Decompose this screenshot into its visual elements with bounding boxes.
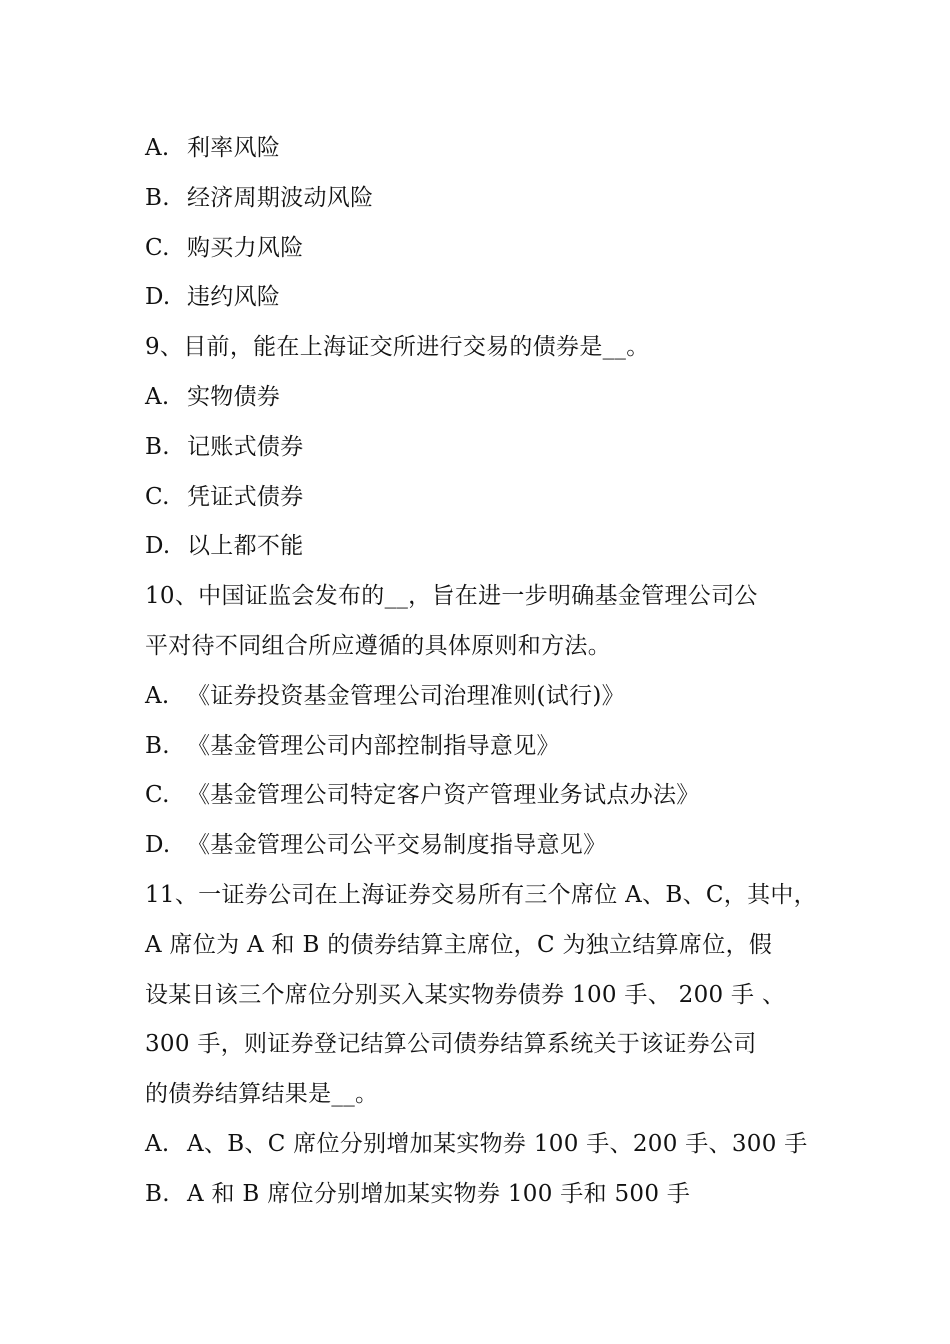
answer-option xyxy=(145,1120,825,1170)
answer-option xyxy=(145,273,825,323)
answer-option xyxy=(145,672,825,722)
option-letter: C. xyxy=(145,234,170,261)
option-letter: A. xyxy=(145,383,170,410)
answer-option xyxy=(145,522,825,572)
question-text: A 席位为 A 和 B 的债券结算主席位，C 为独立结算席位，假 xyxy=(145,931,773,958)
option-letter: A. xyxy=(145,1130,170,1157)
question-text: 的债券结算结果是__。 xyxy=(145,1081,379,1108)
answer-option xyxy=(145,423,825,473)
answer-option xyxy=(145,771,825,821)
option-text: 经济周期波动风险 xyxy=(187,184,374,211)
answer-option xyxy=(145,174,825,224)
option-letter: B. xyxy=(145,184,170,211)
option-text: 《基金管理公司公平交易制度指导意见》 xyxy=(187,832,607,859)
answer-option xyxy=(145,1170,825,1220)
question-text: 平对待不同组合所应遵循的具体原则和方法。 xyxy=(145,632,611,659)
option-text: A 和 B 席位分别增加某实物券 100 手和 500 手 xyxy=(187,1180,691,1207)
answer-option xyxy=(145,473,825,523)
option-letter: D. xyxy=(145,284,171,311)
question-text: 设某日该三个席位分别买入某实物券债券 100 手、 200 手 、 xyxy=(145,981,786,1008)
answer-option xyxy=(145,224,825,274)
question-text: 9、目前，能在上海证交所进行交易的债券是__。 xyxy=(145,334,650,361)
option-text: 利率风险 xyxy=(187,135,281,161)
option-letter: C. xyxy=(145,483,170,510)
question-text: 10、中国证监会发布的__，旨在进一步明确基金管理公司公 xyxy=(145,583,758,610)
option-text: 违约风险 xyxy=(187,284,281,311)
option-letter: D. xyxy=(145,832,171,859)
option-letter: B. xyxy=(145,1180,170,1207)
option-text: 凭证式债券 xyxy=(187,483,304,510)
option-letter: C. xyxy=(145,782,170,809)
option-text: A、B、C 席位分别增加某实物券 100 手、200 手、300 手 xyxy=(187,1130,808,1157)
option-text: 实物债券 xyxy=(187,383,281,410)
option-text: 购买力风险 xyxy=(187,234,304,261)
question-text: 11、一证券公司在上海证券交易所有三个席位 A、B、C，其中， xyxy=(145,881,817,908)
answer-option xyxy=(145,124,825,174)
document-body xyxy=(145,124,825,1220)
option-letter: B. xyxy=(145,433,170,460)
option-letter: A. xyxy=(145,682,170,709)
option-letter: B. xyxy=(145,732,170,759)
option-letter: A. xyxy=(145,135,170,161)
option-text: 记账式债券 xyxy=(187,433,304,460)
answer-option xyxy=(145,722,825,772)
option-text: 《基金管理公司特定客户资产管理业务试点办法》 xyxy=(187,782,700,809)
answer-option xyxy=(145,821,825,871)
option-text: 《证券投资基金管理公司治理准则(试行)》 xyxy=(187,682,625,709)
option-letter: D. xyxy=(145,533,171,560)
option-text: 《基金管理公司内部控制指导意见》 xyxy=(187,732,560,759)
question-text: 300 手，则证券登记结算公司债券结算系统关于该证券公司 xyxy=(145,1031,757,1058)
option-text: 以上都不能 xyxy=(187,533,304,560)
answer-option xyxy=(145,373,825,423)
